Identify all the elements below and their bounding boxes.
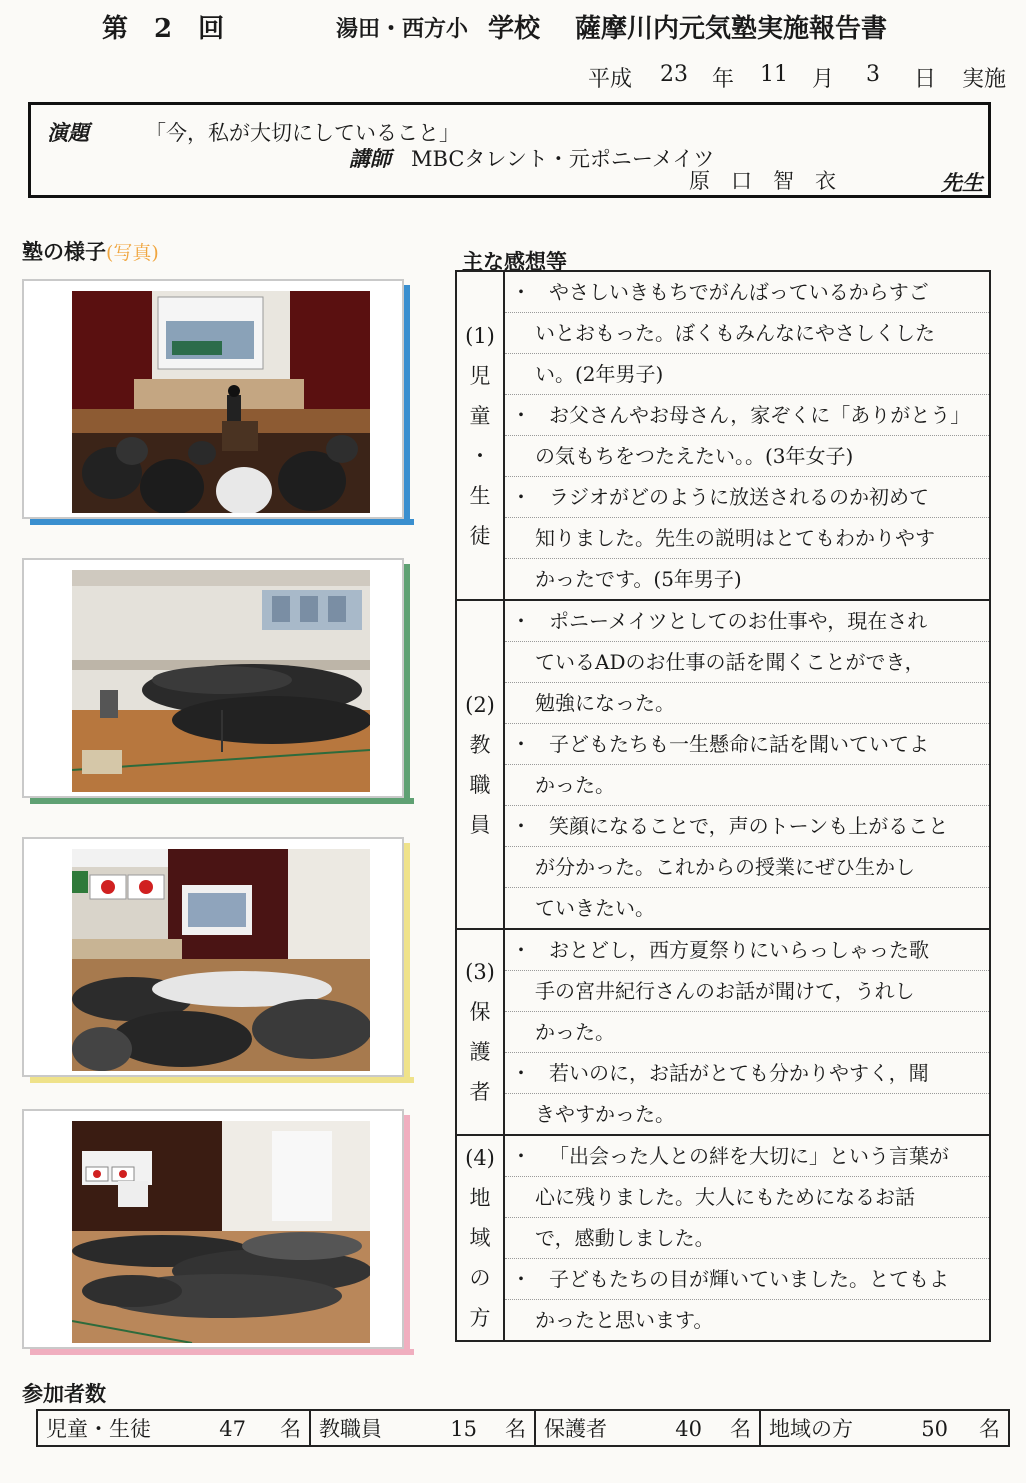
date-year: 23 [660, 62, 688, 87]
photos-title: 塾の様子 [22, 239, 106, 264]
comment-line [505, 477, 989, 518]
comment-text: ポニーメイツとしてのお仕事や，現在され [549, 609, 928, 633]
count-label: 保護者 [543, 1417, 607, 1441]
photo-frame-4 [22, 1109, 404, 1349]
photo-frame-3 [22, 837, 404, 1077]
photos-section-title [22, 236, 159, 266]
impression-group [456, 600, 990, 929]
comment-text: 心に残りました。大人にもためになるお話 [535, 1185, 915, 1209]
category-char: 童 [469, 403, 491, 428]
participants-cell-community [760, 1410, 1009, 1446]
photo-frame-1 [22, 279, 404, 519]
count-value: 40 [675, 1417, 702, 1441]
category-char: (3) [465, 960, 495, 984]
category-char: 児 [469, 363, 491, 388]
count-label: 地域の方 [768, 1417, 853, 1441]
date-month-unit: 月 [812, 67, 835, 92]
category-char: 地 [469, 1186, 491, 1210]
comment-text: 「出会った人との絆を大切に」という言葉が [549, 1144, 949, 1168]
date-status: 実施 [962, 67, 1007, 92]
school-name: 湯田・西方小 [336, 16, 469, 42]
comment-text: 笑顔になることで，声のトーンも上がること [549, 814, 949, 838]
comment-line [505, 724, 989, 765]
comment-text: かったと思います。 [535, 1308, 714, 1332]
topic-label: 演題 [47, 120, 89, 145]
lecturer-affiliation: MBCタレント・元ポニーメイツ [411, 147, 715, 171]
comment-text: 知りました。先生の説明はとてもわかりやす [535, 526, 935, 550]
participants-cell-students [37, 1410, 310, 1446]
category-char: 職 [469, 772, 491, 797]
report-title: 薩摩川内元気塾実施報告書 [575, 14, 888, 44]
participants-row [37, 1410, 1009, 1446]
comment-text: 勉強になった。 [535, 691, 675, 715]
bullet-icon: ・ [511, 403, 531, 427]
count-unit: 名 [729, 1417, 751, 1441]
comment-text: やさしいきもちでがんばっているからすご [549, 280, 929, 304]
count-value: 50 [921, 1417, 948, 1441]
photo-frame-2 [22, 558, 404, 798]
count-value: 15 [450, 1417, 477, 1441]
lecturer-honorific: 先生 [941, 170, 983, 195]
category-char: 者 [469, 1080, 491, 1104]
comment-text: おとどし，西方夏祭りにいらっしゃった歌 [549, 938, 929, 962]
impression-comments [504, 600, 990, 929]
comment-line [505, 313, 989, 354]
participants-section-title: 参加者数 [22, 1381, 106, 1406]
impression-comments [504, 929, 990, 1135]
comment-text: ているADのお仕事の話を聞くことができ， [535, 650, 925, 674]
bullet-icon: ・ [511, 609, 531, 633]
category-char: 生 [469, 483, 491, 508]
impression-group [456, 1135, 990, 1341]
category-char: (2) [465, 692, 495, 717]
participants-cell-staff [310, 1410, 535, 1446]
comment-line [505, 1136, 989, 1177]
date-day-unit: 日 [914, 67, 937, 92]
comment-text: ていきたい。 [535, 896, 655, 920]
date-day: 3 [866, 62, 880, 87]
comment-text: かった。 [535, 773, 615, 797]
comment-line [505, 1259, 989, 1300]
category-char: ・ [469, 443, 491, 468]
comment-line [505, 847, 989, 888]
bullet-icon: ・ [511, 485, 531, 509]
comment-line [505, 971, 989, 1012]
impression-group [456, 271, 990, 600]
count-label: 教職員 [318, 1417, 382, 1441]
bullet-icon: ・ [511, 1267, 531, 1291]
comment-line [505, 888, 989, 928]
bullet-icon: ・ [511, 814, 531, 838]
photo-gymnasium [72, 570, 370, 792]
comment-line [505, 930, 989, 971]
participants-table [36, 1409, 1010, 1447]
lecture-info-box [28, 102, 991, 198]
participants-cell-guardians [535, 1410, 760, 1446]
photo-wide-hall [72, 1121, 370, 1343]
category-char: 保 [469, 1000, 491, 1024]
count-label: 児童・生徒 [46, 1417, 151, 1441]
count-value: 47 [219, 1417, 246, 1441]
comment-line [505, 1094, 989, 1134]
comment-text: いとおもった。ぼくもみんなにやさしくした [535, 321, 935, 345]
comment-line [505, 642, 989, 683]
impression-category [456, 1135, 504, 1341]
comment-line [505, 765, 989, 806]
comment-line [505, 1218, 989, 1259]
photo-lecture-stage [72, 291, 370, 513]
date-month: 11 [760, 62, 788, 87]
comment-line [505, 1053, 989, 1094]
comment-line [505, 1177, 989, 1218]
comment-text: 手の宮井紀行さんのお話が聞けて，うれし [535, 979, 915, 1003]
bullet-icon: ・ [511, 1144, 531, 1168]
comment-line [505, 601, 989, 642]
school-word: 学校 [488, 14, 541, 44]
lecturer-name: 原 口 智 衣 [689, 169, 836, 193]
comment-text: ラジオがどのように放送されるのか初めて [549, 485, 929, 509]
category-char: (4) [465, 1146, 495, 1170]
comment-text: 子どもたちの目が輝いていました。とてもよ [549, 1267, 949, 1291]
comment-line [505, 806, 989, 847]
date-era: 平成 [588, 67, 633, 92]
comment-text: かったです。(5年男子) [535, 567, 742, 591]
comment-line [505, 683, 989, 724]
comment-text: の気もちをつたえたい。。(3年女子) [535, 444, 854, 468]
impression-category [456, 271, 504, 600]
impression-comments [504, 1135, 990, 1341]
count-unit: 名 [504, 1417, 526, 1441]
count-unit: 名 [979, 1417, 1000, 1441]
comment-text: 若いのに，お話がとても分かりやすく，聞 [549, 1061, 929, 1085]
impression-group [456, 929, 990, 1135]
bullet-icon: ・ [511, 732, 531, 756]
category-char: (1) [465, 323, 495, 348]
comment-text: が分かった。これからの授業にぜひ生かし [535, 855, 915, 879]
comment-text: い。(2年男子) [535, 362, 664, 386]
comment-text: きやすかった。 [535, 1102, 675, 1126]
comment-line [505, 1300, 989, 1340]
impression-category [456, 600, 504, 929]
category-char: の [469, 1266, 491, 1290]
comment-text: かった。 [535, 1020, 615, 1044]
bullet-icon: ・ [511, 1061, 531, 1085]
comment-text: で，感動しました。 [535, 1226, 715, 1250]
comment-line [505, 559, 989, 599]
photos-note: (写真) [106, 242, 159, 264]
comment-line [505, 272, 989, 313]
photo-hall-audience [72, 849, 370, 1071]
impression-comments [504, 271, 990, 600]
comment-line [505, 354, 989, 395]
date-year-unit: 年 [712, 67, 735, 92]
comment-text: 子どもたちも一生懸命に話を聞いていてよ [549, 732, 929, 756]
comment-text: お父さんやお母さん，家ぞくに「ありがとう」 [549, 403, 971, 427]
comment-line [505, 1012, 989, 1053]
category-char: 徒 [469, 523, 491, 548]
bullet-icon: ・ [511, 280, 531, 304]
impressions-table [455, 270, 991, 1342]
session-number: 第 2 回 [102, 14, 225, 44]
category-char: 護 [469, 1040, 491, 1064]
category-char: 教 [469, 732, 491, 757]
comment-line [505, 395, 989, 436]
category-char: 方 [469, 1306, 491, 1330]
impressions-section-title: 主な感想等 [462, 249, 567, 274]
category-char: 域 [469, 1226, 491, 1250]
impression-category [456, 929, 504, 1135]
count-unit: 名 [279, 1417, 301, 1441]
comment-line [505, 436, 989, 477]
bullet-icon: ・ [511, 938, 531, 962]
comment-line [505, 518, 989, 559]
category-char: 員 [469, 812, 491, 837]
lecturer-label: 講師 [349, 146, 391, 171]
topic-text: 「今，私が大切にしていること」 [145, 121, 460, 145]
